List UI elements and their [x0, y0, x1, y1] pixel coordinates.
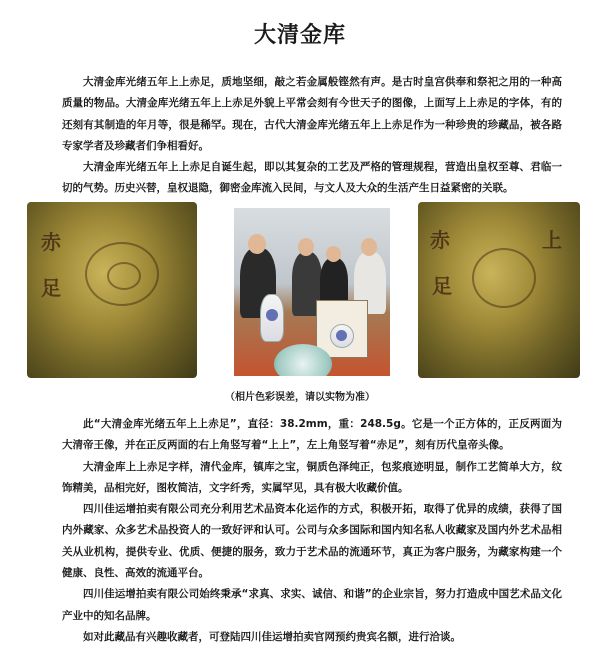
details-paragraph-4: 四川佳运增拍卖有限公司始终秉承“求真、求实、诚信、和谐”的企业宗旨，努力打造成中国艺术品文化产业中的知名品牌。 — [62, 588, 562, 622]
ingot-back-char-chi: 赤 — [430, 228, 450, 252]
details-paragraph-2: 大清金库上上赤足字样，清代金库，镇库之宝，铜质色泽纯正，包浆痕迹明显，制作工艺简单大方，纹饰精美，品相完好，图枚简洁，文字纤秀，实属罕见，具有极大收藏价值。 — [62, 460, 562, 494]
ingot-char-zu: 足 — [41, 276, 61, 300]
ingot-char-chi: 赤 — [41, 230, 61, 254]
details-paragraph-1: 此“大清金库光绪五年上上赤足”，直径：38.2mm，重：248.5g。它是一个正方体的，正反两面为大清帝王像，并在正反两面的右上角竖写着“上上”，左上角竖写着“赤足”，刻有历代皇帝头像。 — [62, 418, 562, 452]
person-4-head — [361, 238, 377, 256]
ingot-back-char-zu: 足 — [432, 274, 452, 298]
vase-pattern — [266, 309, 278, 321]
photo-caption: （相片色彩误差，请以实物为准） — [225, 392, 375, 403]
porcelain-vase — [260, 294, 284, 342]
ingot-back-engraving — [472, 248, 536, 308]
porcelain-jar — [330, 324, 354, 348]
ingot-front-photo — [27, 202, 197, 378]
celadon-plate — [274, 344, 332, 376]
ingot-back-char-shang: 上 — [542, 228, 562, 252]
person-2-head — [298, 238, 314, 256]
intro-paragraph-2: 大清金库光绪五年上上赤足自诞生起，即以其复杂的工艺及严格的管理规程，营造出皇权至尊、君临一切的气势。历史兴替，皇权退隐，御密金库流入民间，与文人及大众的生活产生日益紧密的关联。 — [62, 161, 562, 195]
details-paragraph-5: 如对此藏品有兴趣收藏者，可登陆四川佳运增拍卖官网预约贵宾名额，进行洽谈。 — [83, 630, 461, 643]
person-3-head — [326, 246, 341, 262]
intro-paragraph-1: 大清金库光绪五年上上赤足，质地坚细，敲之若金属般铿然有声。是古时皇宫供奉和祭祀之用的一种高质量的物品。大清金库光绪五年上上赤足外貌上平常会刻有今世天子的图像，上面写上上赤足的字体，有的还刻有其制造的年月等，很是稀罕。现在，古代大清金库光绪五年上上赤足作为一种珍贵的珍藏品，被各路专家学者及珍藏者们争相看好。 — [62, 76, 562, 152]
intro-section — [62, 72, 562, 200]
ingot-back-photo — [418, 202, 580, 378]
details-section — [62, 414, 562, 648]
page-title: 大清金库 — [253, 23, 346, 48]
person-1-head — [248, 234, 266, 254]
details-paragraph-3: 四川佳运增拍卖有限公司充分利用艺术品资本化运作的方式，积极开拓，取得了优异的成绩，获得了国内外藏家、众多艺术品投资人的一致好评和认可。公司与众多国际和国内知名私人收藏家及国内外艺术品相关从业机构，提供专业、优质、便捷的服务，致力于艺术品的流通环节，真正为客户服务，为藏家构建一个健康、良性、高效的流通平台。 — [62, 503, 562, 580]
exhibition-photo — [234, 208, 390, 376]
ingot-engraving-detail — [107, 262, 141, 290]
jar-pattern — [336, 330, 347, 341]
